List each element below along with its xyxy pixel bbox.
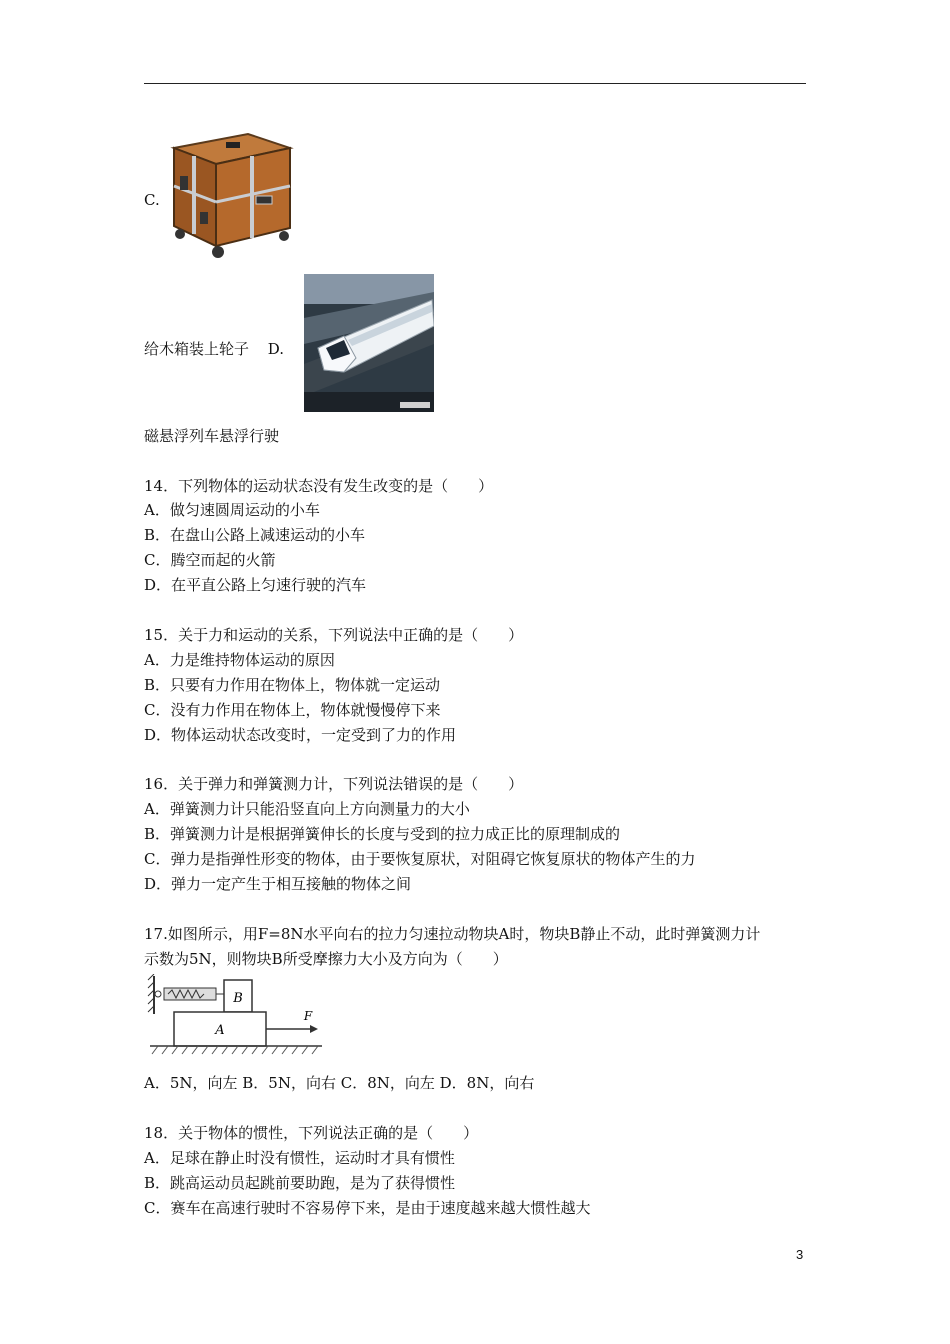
page-number: 3 xyxy=(796,1247,804,1262)
q15-option-d: D．物体运动状态改变时，一定受到了力的作用 xyxy=(144,726,457,744)
option-c-label: C. xyxy=(144,191,160,209)
q14-option-c: C．腾空而起的火箭 xyxy=(144,551,276,569)
q16-option-d: D．弹力一定产生于相互接触的物体之间 xyxy=(144,875,412,893)
option-c-caption xyxy=(144,339,284,359)
q15-option-c: C．没有力作用在物体上，物体就慢慢停下来 xyxy=(144,701,441,719)
q16-option-b: B．弹簧测力计是根据弹簧伸长的长度与受到的拉力成正比的原理制成的 xyxy=(144,825,621,843)
q14-option-a: A．做匀速圆周运动的小车 xyxy=(144,501,320,519)
q18-option-c: C．赛车在高速行驶时不容易停下来，是由于速度越来越大惯性越大 xyxy=(144,1199,591,1217)
force-label: F xyxy=(303,1009,313,1023)
q18-option-a: A．足球在静止时没有惯性，运动时才具有惯性 xyxy=(144,1149,455,1167)
q14-stem: 14．下列物体的运动状态没有发生改变的是（ ） xyxy=(144,477,494,495)
q14-option-b: B．在盘山公路上减速运动的小车 xyxy=(144,526,366,544)
q15-option-a: A．力是维持物体运动的原因 xyxy=(144,651,335,669)
q14-option-d: D．在平直公路上匀速行驶的汽车 xyxy=(144,576,367,594)
header-rule xyxy=(144,83,806,84)
q16-option-c: C．弹力是指弹性形变的物体，由于要恢复原状，对阻碍它恢复原状的物体产生的力 xyxy=(144,850,696,868)
q15-stem: 15．关于力和运动的关系，下列说法中正确的是（ ） xyxy=(144,626,524,644)
q15-option-b: B．只要有力作用在物体上，物体就一定运动 xyxy=(144,676,441,694)
option-d-caption: 磁悬浮列车悬浮行驶 xyxy=(144,427,280,445)
maglev-train-image xyxy=(304,274,434,412)
q17-options: A．5N，向左 B．5N，向右 C．8N，向左 D．8N，向右 xyxy=(144,1074,535,1092)
q16-stem: 16．关于弹力和弹簧测力计，下列说法错误的是（ ） xyxy=(144,775,524,793)
block-a-label: A xyxy=(215,1023,225,1038)
q16-option-a: A．弹簧测力计只能沿竖直向上方向测量力的大小 xyxy=(144,800,470,818)
option-d-label: D. xyxy=(267,340,285,358)
q18-option-b: B．跳高运动员起跳前要助跑，是为了获得惯性 xyxy=(144,1174,456,1192)
q18-stem: 18．关于物体的惯性，下列说法正确的是（ ） xyxy=(144,1124,479,1142)
wooden-box-with-wheels-image xyxy=(166,126,294,262)
option-c-caption-text: 给木箱装上轮子 xyxy=(144,340,250,358)
block-b-label: B xyxy=(233,991,243,1006)
q17-stem-line1: 17.如图所示，用F=8N水平向右的拉力匀速拉动物块A时，物块B静止不动，此时弹簧测力计 xyxy=(144,925,761,943)
q17-stem-line2: 示数为5N，则物块B所受摩擦力大小及方向为（ ） xyxy=(144,950,508,968)
